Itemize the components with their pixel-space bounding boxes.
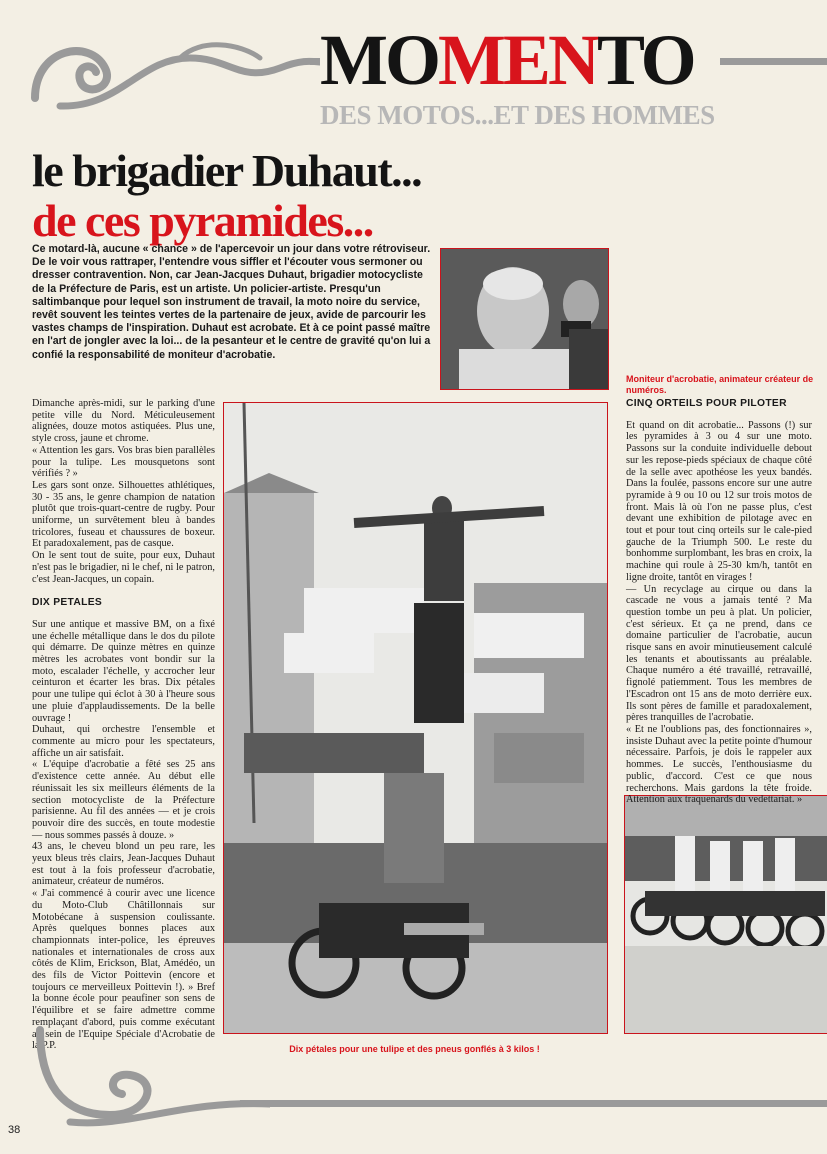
ornament-rule-bottom [240, 1100, 827, 1107]
col1-para6: Duhaut, qui orchestre l'ensemble et commente au micro pour les spectateurs, affiche un air satisfait. [32, 724, 215, 759]
intro-paragraph: Ce motard-là, aucune « chance » de l'apercevoir un jour dans votre rétroviseur. De le voir vous rattraper, l'entendre vous siffler et l'écouter vous sermoner ou dresser contravention. Non, car Jean-Jacques Duhaut, brigadier motocycliste de la Préfecture de Paris, est un artiste. Un policier-artiste. Presqu'un saltimbanque pour lequel son instrument de travail, la moto noire du service, revêt souvent les teintes vertes de la partenaire de jeux, avide de parcourir les vastes champs de l'inspiration. Duhaut est acrobate. Et à ce point passé maître en l'art de jongler avec la loi... de la pesanteur et le centre de gravité qu'on lui a confié la responsabilité de moniteur d'acrobatie. [32, 243, 431, 361]
col1-para8: 43 ans, le cheveu blond un peu rare, les yeux bleus très clairs, Jean-Jacques Duhaut est tout à la fois professeur d'acrobatie, animateur, créateur de numéros. [32, 841, 215, 888]
headline-line2: de ces pyramides... [32, 195, 373, 246]
section-heading-cinq-orteils: CINQ ORTEILS POUR PILOTER [626, 398, 787, 409]
col1-para1: Dimanche après-midi, sur le parking d'une petite ville du Nord. Méticuleusement alignées, douze motos astiquées. Plus une, style cross, jaune et chrome. [32, 398, 215, 445]
col1-para2: « Attention les gars. Vos bras bien parallèles pour la tulipe. Les mousquetons sont vérifiés ? » [32, 444, 215, 480]
article-column-right [626, 398, 812, 806]
headline-line1: le brigadier Duhaut... [32, 145, 422, 196]
masthead-part1: MO [320, 20, 438, 100]
masthead [320, 20, 720, 100]
page-number: 38 [8, 1124, 21, 1136]
col1-para3: Les gars sont onze. Silhouettes athlétiques, 30 - 35 ans, le genre champion de natation plutôt que trois-quart-centre de rugby. Pour uniforme, un survêtement bleu à bandes tricolores, fuseau et chaussures de boxeur. Et paradoxalement, pas de casque. [32, 479, 215, 550]
col1-para7: « L'équipe d'acrobatie a fêté ses 25 ans d'existence cette année. Au début elle réunissait les six meilleurs éléments de la section motocycliste de la Préfecture parisienne. Au fil des années — et je crois pouvoir dire des succès, en toute modestie — nous sommes passés à douze. » [32, 759, 215, 841]
section-heading-dix-petales: DIX PETALES [32, 597, 103, 609]
col3-para3: « Et ne l'oublions pas, des fonctionnaires », insiste Duhaut avec la petite pointe d'humour nécessaire. Parfois, je dois le rappeler aux hommes. Le succès, l'enthousiasme du public, d'accord. C'est ce que nous recherchons. Mais gardons la tête froide. Attention aux traquenards du vedettariat. » [626, 723, 813, 806]
portrait-photo [440, 248, 609, 390]
col3-para1: Et quand on dit acrobatie... Passons (!) sur les pyramides à 3 ou 4 sur une moto. Passons sur la conduite individuelle debout sur les repose-pieds spéciaux de chaque côté de la selle avec apothéose les yeux bandés. Dans la foulée, passons encore sur une autre pyramide à 9 ou 10 ou 12 sur trois motos de front. Mais là où l'on ne passe plus, c'est devant une exhibition de pilotage avec en tout et pour tout cinq orteils sur le cale-pied gauche de la Triumph 500. Le reste du bonhomme surplombant, les bras en croix, la machine qui roule à 25-30 km/h, tantôt en ligne droite, tantôt en virages ! [626, 419, 812, 583]
article-column-left [32, 398, 215, 1052]
col1-para9: « J'ai commencé à courir avec une licence du Moto-Club Châtillonnais sur Motobécane à suspension coulissante. Après quelques bonnes places aux championnats inter-police, les épreuves nationales et internationales de cross aux côtés de Klim, Erickson, Blat, Amédéo, un des fils de Victor Poittevin (encore et toujours ce merveilleux Poittevin !). » Bref la bonne école pour peaufiner son sens de l'équilibre et se faire admettre comme remplaçant d'abord, puis comme exécutant au sein de l'Equipe Spéciale d'Acrobatie de la P.P. [32, 888, 215, 1052]
motorcycle-lineup-photo [624, 795, 827, 1034]
col1-para4: On le sent tout de suite, pour eux, Duhaut n'est pas le brigadier, ni le chef, ni le patron, c'est Jean-Jacques, un copain. [32, 550, 215, 585]
art-nouveau-ornament-top [30, 28, 320, 118]
art-nouveau-ornament-bottom [30, 1020, 270, 1130]
main-photo-caption: Dix pétales pour une tulipe et des pneus gonflés à 3 kilos ! [289, 1044, 540, 1054]
masthead-part3: TO [596, 20, 694, 100]
masthead-part2: MEN [437, 20, 597, 100]
main-photo-acrobatics [223, 402, 608, 1034]
masthead-subtitle: DES MOTOS...ET DES HOMMES [320, 100, 715, 130]
col3-para2: — Un recyclage au cirque ou dans la cascade ne vous a jamais tenté ? Ma question tombe un peu à plat. Un policier, c'est sérieux. Et ça ne prend, dans ce domaine particulier de l'acrobatie, aucun risque sans en avoir minutieusement calculé les tenants et aboutissants au préalable. Chaque numéro a été travaillé, retravaillé, fignolé patiemment. Tous les membres de l'Escadron ont 15 ans de moto derrière eux. Ils sont pères de famille et paradoxalement, pères tranquilles de l'acrobatie. [626, 583, 812, 724]
portrait-caption: Moniteur d'acrobatie, animateur créateur de numéros. [626, 374, 814, 395]
col1-para5: Sur une antique et massive BM, on a fixé une échelle métallique dans le dos du pilote qui démarre. De quinze mètres en quinze mètres les acrobates vont bondir sur la moto, escalader l'échelle, y accrocher leur ceinturon et écarter les bras. Dix pétales pour une tulipe qui éclot à 30 à l'heure sous une pluie d'applaudissements. De la belle ouvrage ! [32, 618, 215, 724]
